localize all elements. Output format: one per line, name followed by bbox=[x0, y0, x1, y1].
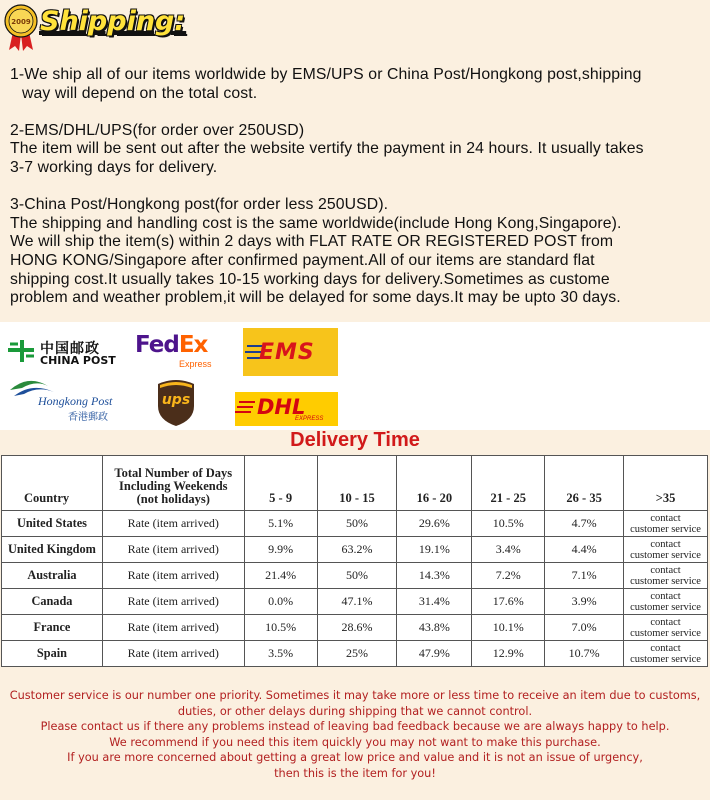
contact-line: customer service bbox=[630, 549, 701, 561]
china-post-cn: 中国邮政 bbox=[40, 341, 100, 357]
table-row bbox=[2, 537, 708, 563]
rate-label-cell: Rate (item arrived) bbox=[102, 563, 244, 589]
value-cell: 63.2% bbox=[317, 537, 397, 563]
value-cell: 47.9% bbox=[397, 641, 472, 667]
paragraph-line: 3-7 working days for delivery. bbox=[10, 158, 218, 176]
dhl-express: EXPRESS bbox=[295, 416, 324, 422]
delivery-time-table bbox=[1, 455, 708, 667]
contact-line: customer service bbox=[630, 523, 701, 535]
header-country: Country bbox=[2, 456, 103, 511]
paragraph-line: 1-We ship all of our items worldwide by EMS/UPS or China Post/Hongkong post,shipping bbox=[10, 66, 642, 83]
value-cell: 10.7% bbox=[545, 641, 624, 667]
table-row bbox=[2, 563, 708, 589]
delivery-time-title: Delivery Time bbox=[290, 429, 420, 451]
contact-cell bbox=[624, 615, 708, 641]
ups-text: ups bbox=[161, 392, 191, 408]
paragraph-line: shipping cost.It usually takes 10-15 working days for delivery.Sometimes as custome bbox=[10, 270, 610, 288]
hongkong-post-logo bbox=[8, 376, 123, 424]
shipping-info bbox=[10, 66, 705, 326]
value-cell: 9.9% bbox=[244, 537, 317, 563]
china-post-en: CHINA POST bbox=[40, 354, 116, 367]
country-cell: Spain bbox=[2, 641, 103, 667]
value-cell: 0.0% bbox=[244, 589, 317, 615]
table-row bbox=[2, 589, 708, 615]
value-cell: 7.2% bbox=[472, 563, 545, 589]
value-cell: 12.9% bbox=[472, 641, 545, 667]
value-cell: 7.1% bbox=[545, 563, 624, 589]
contact-line: customer service bbox=[630, 601, 701, 613]
notice-line: We recommend if you need this item quickly you may not want to make this purchase. bbox=[109, 735, 601, 749]
notice-line: Please contact us if there any problems instead of leaving bad feedback because we are always happy to help. bbox=[40, 720, 670, 734]
header-range: 26 - 35 bbox=[545, 456, 624, 511]
value-cell: 43.8% bbox=[397, 615, 472, 641]
value-cell: 3.9% bbox=[545, 589, 624, 615]
badge-year: 2009 bbox=[11, 18, 31, 26]
header-total-line: Including Weekends bbox=[119, 479, 228, 493]
country-cell: France bbox=[2, 615, 103, 641]
ems-logo bbox=[243, 328, 338, 376]
fedex-fed: Fed bbox=[135, 332, 179, 358]
country-cell: United States bbox=[2, 511, 103, 537]
header-total-line: Total Number of Days bbox=[114, 466, 233, 480]
dhl-text: DHL bbox=[257, 395, 306, 419]
header bbox=[0, 0, 710, 58]
notice-line: Customer service is our number one priority. Sometimes it may take more or less time to receive an item due to customs, bbox=[9, 689, 701, 702]
contact-line: contact bbox=[650, 512, 681, 524]
rate-label-cell: Rate (item arrived) bbox=[102, 537, 244, 563]
value-cell: 4.7% bbox=[545, 511, 624, 537]
contact-line: customer service bbox=[630, 575, 701, 587]
header-range: 10 - 15 bbox=[317, 456, 397, 511]
paragraph-line: The shipping and handling cost is the same worldwide(include Hong Kong,Singapore). bbox=[10, 214, 622, 232]
rate-label-cell: Rate (item arrived) bbox=[102, 589, 244, 615]
paragraph-line: The item will be sent out after the website vertify the payment in 24 hours. It usually takes bbox=[10, 140, 644, 158]
value-cell: 29.6% bbox=[397, 511, 472, 537]
hongkong-post-cn: 香港郵政 bbox=[68, 412, 108, 423]
contact-cell bbox=[624, 641, 708, 667]
paragraph-line: HONG KONG/Singapore after confirmed payment.All of our items are standard flat bbox=[10, 251, 595, 269]
medal-badge-icon bbox=[4, 4, 38, 52]
paragraph-line: problem and weather problem,it will be delayed for some days.It may be upto 30 days. bbox=[10, 289, 621, 307]
contact-line: contact bbox=[650, 564, 681, 576]
dhl-logo bbox=[235, 392, 338, 426]
header-range: 21 - 25 bbox=[472, 456, 545, 511]
contact-line: customer service bbox=[630, 627, 701, 639]
value-cell: 14.3% bbox=[397, 563, 472, 589]
contact-line: contact bbox=[650, 616, 681, 628]
contact-line: customer service bbox=[630, 653, 701, 665]
value-cell: 4.4% bbox=[545, 537, 624, 563]
ems-text: EMS bbox=[259, 340, 315, 365]
paragraph-line: 2-EMS/DHL/UPS(for order over 250USD) bbox=[10, 121, 305, 139]
paragraph-line: We will ship the item(s) within 2 days with FLAT RATE OR REGISTERED POST from bbox=[10, 233, 614, 251]
value-cell: 21.4% bbox=[244, 563, 317, 589]
table-header-row bbox=[2, 456, 708, 511]
value-cell: 3.5% bbox=[244, 641, 317, 667]
table-row bbox=[2, 511, 708, 537]
value-cell: 10.5% bbox=[472, 511, 545, 537]
value-cell: 31.4% bbox=[397, 589, 472, 615]
value-cell: 50% bbox=[317, 511, 397, 537]
rate-label-cell: Rate (item arrived) bbox=[102, 615, 244, 641]
value-cell: 25% bbox=[317, 641, 397, 667]
paragraph-line: way will depend on the total cost. bbox=[22, 84, 258, 102]
paragraph-post bbox=[10, 196, 705, 308]
fedex-express: Express bbox=[179, 359, 212, 369]
value-cell: 17.6% bbox=[472, 589, 545, 615]
value-cell: 7.0% bbox=[545, 615, 624, 641]
hongkong-post-en: Hongkong Post bbox=[38, 394, 113, 408]
rate-label-cell: Rate (item arrived) bbox=[102, 511, 244, 537]
ups-logo bbox=[156, 378, 196, 428]
paragraph-line: 3-China Post/Hongkong post(for order less 250USD). bbox=[10, 196, 389, 214]
contact-cell bbox=[624, 511, 708, 537]
value-cell: 10.1% bbox=[472, 615, 545, 641]
carrier-logos bbox=[0, 322, 710, 430]
contact-cell bbox=[624, 589, 708, 615]
value-cell: 50% bbox=[317, 563, 397, 589]
contact-line: contact bbox=[650, 642, 681, 654]
china-post-logo bbox=[6, 336, 121, 368]
header-total-days bbox=[102, 456, 244, 511]
value-cell: 28.6% bbox=[317, 615, 397, 641]
value-cell: 10.5% bbox=[244, 615, 317, 641]
contact-cell bbox=[624, 563, 708, 589]
contact-line: contact bbox=[650, 590, 681, 602]
value-cell: 19.1% bbox=[397, 537, 472, 563]
notice-line: duties, or other delays during shipping that we cannot control. bbox=[177, 704, 533, 718]
fedex-ex: Ex bbox=[178, 332, 208, 358]
header-range: >35 bbox=[624, 456, 708, 511]
value-cell: 5.1% bbox=[244, 511, 317, 537]
country-cell: United Kingdom bbox=[2, 537, 103, 563]
value-cell: 3.4% bbox=[472, 537, 545, 563]
value-cell: 47.1% bbox=[317, 589, 397, 615]
header-range: 16 - 20 bbox=[397, 456, 472, 511]
paragraph-worldwide bbox=[10, 66, 705, 103]
notice-line: then this is the item for you! bbox=[274, 766, 436, 780]
paragraph-express bbox=[10, 122, 705, 178]
contact-cell bbox=[624, 537, 708, 563]
header-total-line: (not holidays) bbox=[136, 492, 210, 506]
contact-line: contact bbox=[650, 538, 681, 550]
country-cell: Australia bbox=[2, 563, 103, 589]
notice-line: If you are more concerned about getting a great low price and value and it is not an issue of urgency, bbox=[67, 751, 643, 765]
table-row bbox=[2, 615, 708, 641]
page-title: Shipping: bbox=[40, 6, 186, 37]
fedex-logo bbox=[135, 332, 230, 372]
china-post-emblem-icon bbox=[6, 336, 36, 366]
customer-service-notice bbox=[0, 688, 710, 782]
country-cell: Canada bbox=[2, 589, 103, 615]
rate-label-cell: Rate (item arrived) bbox=[102, 641, 244, 667]
header-range: 5 - 9 bbox=[244, 456, 317, 511]
table-row bbox=[2, 641, 708, 667]
